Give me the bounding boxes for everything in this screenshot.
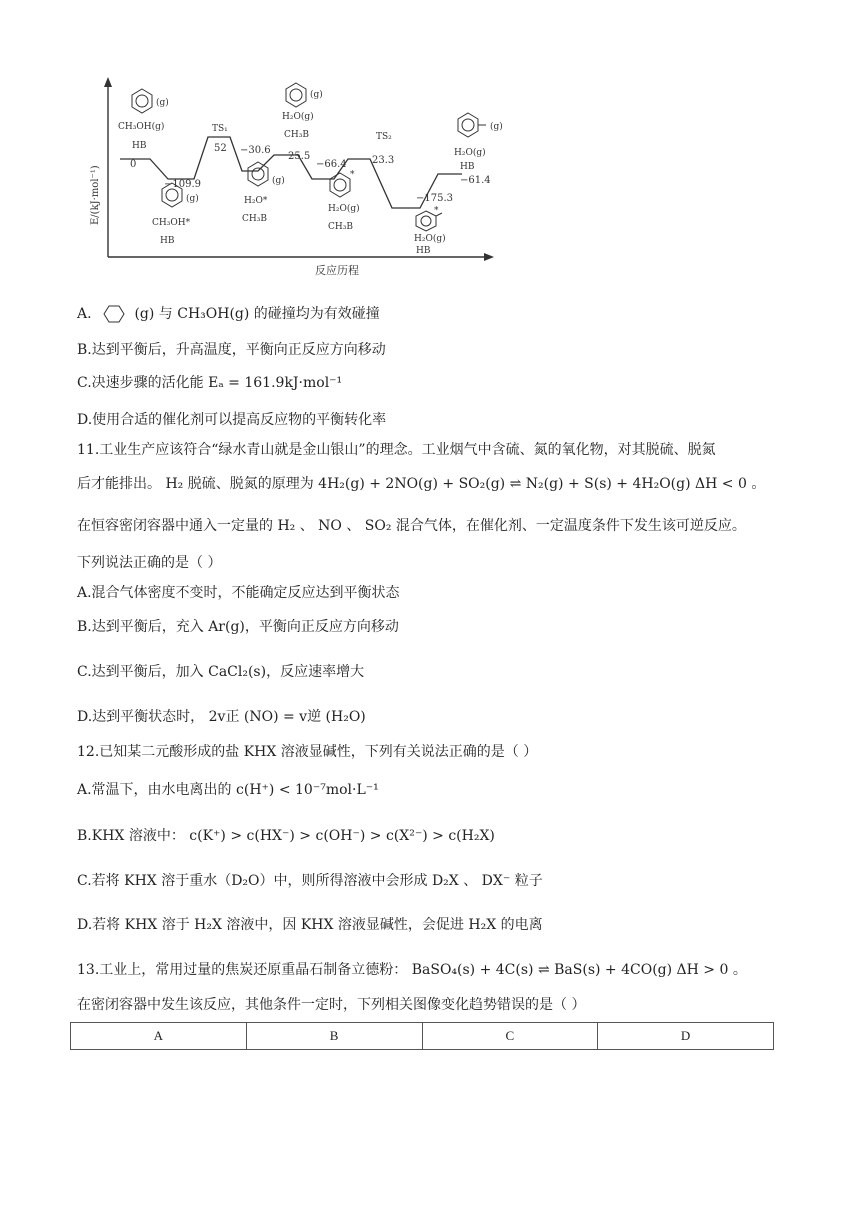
species-label: HB bbox=[160, 236, 175, 246]
q11-stem-1: 11.工业生产应该符合“绿水青山就是金山银山”的理念。工业烟气中含硫、氮的氧化物，对其脱硫、脱氮 bbox=[77, 442, 716, 458]
species-label: CH₃B bbox=[242, 214, 267, 224]
q11-option-d: D.达到平衡状态时， 2v正 (NO) = v逆 (H₂O) bbox=[77, 709, 366, 725]
x-axis-arrow bbox=[484, 253, 494, 261]
table-row bbox=[71, 1023, 774, 1050]
table-header-d: D bbox=[598, 1023, 774, 1050]
q11-option-a: A.混合气体密度不变时，不能确定反应达到平衡状态 bbox=[77, 585, 400, 601]
species-label: CH₃OH* bbox=[152, 218, 191, 228]
q13-stem-2: 在密闭容器中发生该反应，其他条件一定时，下列相关图像变化趋势错误的是（ ） bbox=[77, 997, 586, 1013]
species-label: (g) bbox=[186, 194, 199, 204]
option-a-prefix: A. bbox=[77, 306, 92, 322]
species-label: HB bbox=[132, 141, 147, 151]
species-label: * bbox=[434, 206, 439, 216]
q13-options-table bbox=[70, 1022, 774, 1050]
benzene-ring-icon bbox=[330, 173, 350, 197]
species-label: * bbox=[350, 170, 355, 180]
q11-stem-2: 后才能排出。 H₂ 脱硫、脱氮的原理为 4H₂(g) + 2NO(g) + SO₂(g) ⇌ N₂(g) + S(s) + 4H₂O(g) ΔH < 0 。 bbox=[77, 476, 766, 492]
energy-5: −66.4 bbox=[316, 159, 347, 170]
benzene-ring-icon bbox=[248, 162, 268, 186]
benzene-ring-icon bbox=[286, 83, 306, 107]
species-label: H₂O(g) bbox=[454, 148, 486, 158]
energy-path bbox=[120, 137, 462, 208]
energy-8: −61.4 bbox=[460, 175, 491, 186]
q12-option-b: B.KHX 溶液中： c(K⁺) > c(HX⁻) > c(OH⁻) > c(X²⁻) > c(H₂X) bbox=[77, 828, 495, 844]
species-label: H₂O(g) bbox=[414, 234, 446, 244]
option-a-text: (g) 与 CH₃OH(g) 的碰撞均为有效碰撞 bbox=[134, 306, 380, 322]
q10-option-c: C.决速步骤的活化能 Eₐ = 161.9kJ·mol⁻¹ bbox=[77, 375, 343, 391]
species-label: H₂O(g) bbox=[328, 204, 360, 214]
q12-option-c: C.若将 KHX 溶于重水（D₂O）中，则所得溶液中会形成 D₂X 、 DX⁻ 粒子 bbox=[77, 873, 543, 889]
q10-option-d: D.使用合适的催化剂可以提高反应物的平衡转化率 bbox=[77, 412, 387, 428]
x-axis-label: 反应历程 bbox=[315, 264, 359, 277]
table-header-a: A bbox=[71, 1023, 247, 1050]
species-label: H₂O(g) bbox=[282, 112, 314, 122]
species-label: H₂O* bbox=[244, 196, 268, 206]
y-axis-label: E/(kJ·mol⁻¹) bbox=[90, 165, 101, 225]
energy-2: 52 bbox=[214, 143, 227, 154]
q11-stem-4: 下列说法正确的是（ ） bbox=[77, 555, 222, 571]
species-label: (g) bbox=[490, 122, 503, 132]
energy-6: 23.3 bbox=[372, 155, 395, 166]
table-header-c: C bbox=[422, 1023, 598, 1050]
species-label: CH₃B bbox=[284, 130, 309, 140]
q11-option-c: C.达到平衡后，加入 CaCl₂(s)，反应速率增大 bbox=[77, 664, 365, 680]
energy-4: 25.5 bbox=[288, 151, 311, 162]
q11-stem-3: 在恒容密闭容器中通入一定量的 H₂ 、 NO 、 SO₂ 混合气体，在催化剂、一定温度条件下发生该可逆反应。 bbox=[77, 518, 746, 534]
ts-label: TS₂ bbox=[376, 132, 392, 142]
energy-1: −109.9 bbox=[164, 179, 202, 190]
q12-option-a: A.常温下，由水电离出的 c(H⁺) < 10⁻⁷mol·L⁻¹ bbox=[77, 782, 379, 798]
species-label: CH₃OH(g) bbox=[118, 122, 165, 132]
energy-3: −30.6 bbox=[240, 145, 271, 156]
energy-0: 0 bbox=[130, 159, 137, 170]
q10-option-b: B.达到平衡后，升高温度，平衡向正反应方向移动 bbox=[77, 342, 386, 358]
q11-option-b: B.达到平衡后，充入 Ar(g)，平衡向正反应方向移动 bbox=[77, 619, 399, 635]
species-label: (g) bbox=[310, 90, 323, 100]
benzene-ring-icon bbox=[458, 113, 486, 137]
table-header-b: B bbox=[246, 1023, 422, 1050]
q12-stem: 12.已知某二元酸形成的盐 KHX 溶液显碱性，下列有关说法正确的是（ ） bbox=[77, 744, 538, 760]
q13-stem-1: 13.工业上，常用过量的焦炭还原重晶石制备立德粉： BaSO₄(s) + 4C(s) ⇌ BaS(s) + 4CO(g) ΔH > 0 。 bbox=[77, 962, 747, 978]
benzene-icon bbox=[96, 303, 130, 325]
species-label: (g) bbox=[272, 176, 285, 186]
reaction-energy-diagram bbox=[90, 75, 503, 285]
ts-label: TS₁ bbox=[212, 124, 228, 134]
species-label: (g) bbox=[156, 98, 169, 108]
species-label: HB bbox=[416, 246, 431, 256]
q10-option-a bbox=[77, 303, 380, 325]
energy-7: −175.3 bbox=[416, 193, 454, 204]
species-label: HB bbox=[460, 162, 475, 172]
benzene-ring-icon bbox=[132, 89, 152, 113]
species-label: CH₃B bbox=[328, 222, 353, 232]
q12-option-d: D.若将 KHX 溶于 H₂X 溶液中，因 KHX 溶液显碱性，会促进 H₂X 的电离 bbox=[77, 917, 543, 933]
y-axis-arrow bbox=[104, 77, 112, 87]
